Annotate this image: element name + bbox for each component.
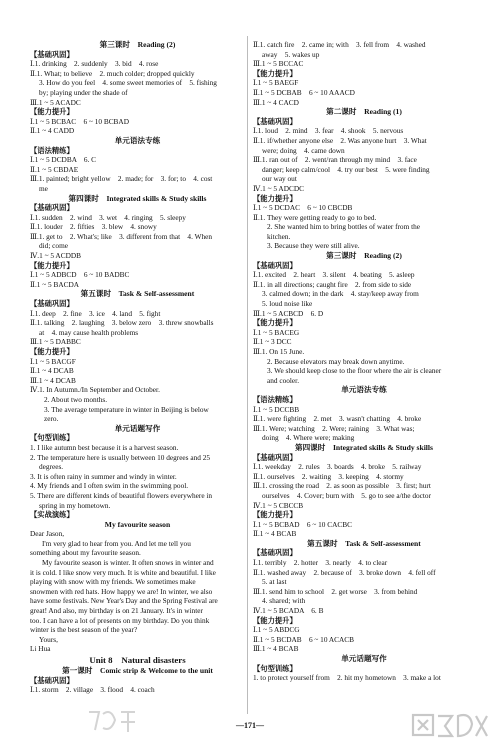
answer-line: Ⅲ.1. get to 2. What's; like 3. different from that 4. When bbox=[30, 231, 213, 241]
answer-line: Ⅱ.1. in all directions; caught fire 2. from side to side bbox=[253, 279, 412, 289]
page-number: —171— bbox=[236, 721, 264, 730]
exercise-label: 【能力提升】 bbox=[253, 615, 297, 625]
section-heading: 单元话题写作 bbox=[341, 654, 387, 663]
answer-line: Ⅰ.1. deep 2. fine 3. ice 4. land 5. fight bbox=[30, 308, 161, 318]
exercise-label: 【基础巩固】 bbox=[30, 49, 74, 59]
answer-line: Ⅲ.1. crossing the road 2. as soon as possible 3. first; hurt bbox=[253, 481, 431, 491]
answer-line: Ⅱ.1. What; to believe 2. much colder; dropped quickly bbox=[30, 68, 195, 78]
answer-line: did; come bbox=[39, 241, 68, 251]
exercise-label: 【能力提升】 bbox=[30, 107, 74, 117]
answer-line: 3. How do you feel 4. some sweet memories of 5. fishing bbox=[39, 78, 217, 88]
answer-line: Ⅳ.1 ~ 5 CBCCB bbox=[253, 500, 304, 510]
answer-line: have some festivals. New Year's Day and the Spring Festival are bbox=[30, 596, 218, 606]
exercise-label: 【能力提升】 bbox=[30, 260, 74, 270]
answer-line: something about my favourite season. bbox=[30, 548, 141, 558]
answer-line: kitchen. bbox=[267, 231, 291, 241]
section-heading: 第五课时 Task & Self-assessment bbox=[307, 538, 421, 548]
answer-line: Ⅰ.1. sudden 2. wind 3. wet 4. ringing 5. sleepy bbox=[30, 212, 186, 222]
exercise-label: 【能力提升】 bbox=[253, 318, 297, 328]
section-heading: 第三课时 Reading (2) bbox=[326, 251, 402, 261]
answer-line: Ⅱ.1 ~ 5 BCDAB 6 ~ 10 ACACB bbox=[253, 634, 355, 644]
exercise-label: 【句型训练】 bbox=[253, 663, 297, 673]
answer-line: Ⅲ.1. On 15 June. bbox=[253, 347, 305, 356]
exercise-label: 【基础巩固】 bbox=[253, 116, 297, 126]
answer-line: Ⅰ.1. weekday 2. rules 3. boards 4. broke 5. railway bbox=[253, 462, 422, 472]
answer-line: Yours, bbox=[39, 634, 58, 644]
answer-line: My favourite season is winter. It often snows in winter and bbox=[42, 558, 214, 568]
answer-line: 5. loud noise like bbox=[262, 299, 313, 309]
answer-line: 1. to protect yourself from 2. hit my hometown 3. make a lot bbox=[253, 673, 441, 683]
answer-line: 2. She wanted him to bring bottles of water from the bbox=[267, 222, 420, 232]
answer-line: Ⅱ.1. ourselves 2. waiting 3. keeping 4. stormy bbox=[253, 471, 404, 481]
answer-line: 3. calmed down; in the dark 4. stay/keep away from bbox=[262, 289, 419, 299]
section-heading: My favourite season bbox=[104, 519, 171, 529]
exercise-label: 【基础巩固】 bbox=[253, 452, 297, 462]
answer-line: 2. The temperature here is usually between 10 degrees and 25 bbox=[30, 452, 210, 462]
exercise-label: 【基础巩固】 bbox=[30, 203, 74, 213]
exercise-label: 【语法精练】 bbox=[30, 145, 74, 155]
answer-line: Ⅱ.1 ~ 3 DCC bbox=[253, 337, 292, 347]
answer-line: Ⅱ.1. catch fire 2. came in; with 3. fell from 4. washed bbox=[253, 40, 426, 49]
exercise-label: 【基础巩固】 bbox=[253, 548, 297, 558]
answer-line: spring in my hometown. bbox=[39, 500, 111, 510]
answer-line: Ⅲ.1 ~ 4 DCAB bbox=[30, 375, 76, 385]
answer-line: Ⅲ.1. Were; watching 2. Were; raining 3. What was; bbox=[253, 423, 415, 433]
right-column bbox=[253, 40, 475, 683]
section-heading: 第三课时 Reading (2) bbox=[99, 40, 176, 49]
answer-line: Ⅰ.1. loud 2. mind 3. fear 4. shook 5. nervous bbox=[253, 126, 404, 136]
answer-line: Ⅲ.1 ~ 5 BCCAC bbox=[253, 59, 304, 69]
answer-line: away 5. wakes up bbox=[262, 49, 320, 59]
answer-line: at 4. may cause health problems bbox=[39, 327, 139, 337]
answer-line: Ⅱ.1. They were getting ready to go to bed. bbox=[253, 212, 377, 222]
answer-line: Ⅱ.1 ~ 5 DCBAB 6 ~ 10 AAACD bbox=[253, 87, 355, 97]
answer-line: Li Hua bbox=[30, 644, 51, 654]
answer-line: zero. bbox=[44, 414, 59, 424]
answer-line: our way out bbox=[262, 174, 297, 184]
answer-line: Dear Jason, bbox=[30, 529, 65, 539]
answer-line: Ⅰ.1. storm 2. village 3. flood 4. coach bbox=[30, 685, 155, 695]
answer-line: Ⅰ.1. terribly 2. hotter 3. nearly 4. to clear bbox=[253, 558, 388, 568]
answer-line: Ⅰ.1 ~ 5 DCDAC 6 ~ 10 CBCDB bbox=[253, 203, 353, 213]
answer-line: Ⅱ.1 ~ 4 BCAB bbox=[253, 529, 297, 539]
section-heading: 第五课时 Task & Self-assessment bbox=[80, 289, 195, 299]
answer-line: were; doing 4. came down bbox=[262, 145, 345, 155]
answer-line: Ⅱ.1 ~ 5 BACDA bbox=[30, 279, 80, 289]
answer-line: Ⅰ.1 ~ 5 BCBAD 6 ~ 10 CACBC bbox=[253, 519, 352, 529]
answer-line: too. I can have a lot of presents on my birthday. Do you think bbox=[30, 615, 210, 625]
answer-line: 2. Because elevators may break down anytime. bbox=[267, 356, 405, 366]
answer-line: Ⅲ.1. ran out of 2. went/ran through my mind 3. face bbox=[253, 155, 417, 165]
answer-line: me bbox=[39, 183, 48, 193]
answer-line: 3. It is often rainy in summer and windy in winter. bbox=[30, 471, 177, 481]
answer-line: danger; keep calm/cool 4. try our best 5. were finding bbox=[262, 164, 430, 174]
answer-line: Ⅳ.1 ~ 5 BCADA 6. B bbox=[253, 606, 324, 616]
answer-line: 3. We should keep close to the floor where the air is cleaner bbox=[267, 366, 442, 376]
answer-line: 4. shared; with bbox=[262, 596, 306, 606]
answer-line: winter is the best season of the year? bbox=[30, 625, 138, 635]
exercise-label: 【实战演练】 bbox=[30, 510, 74, 520]
answer-line: 3. The average temperature in winter in Beijing is below bbox=[44, 404, 209, 414]
answer-line: Ⅲ.1 ~ 5 ACADC bbox=[30, 97, 81, 107]
answer-line: and cooler. bbox=[267, 375, 300, 385]
answer-line: Ⅲ.1 ~ 4 BCAB bbox=[253, 644, 299, 654]
answer-line: Ⅱ.1 ~ 4 CADD bbox=[30, 126, 75, 136]
section-heading: 第一课时 Comic strip & Welcome to the unit bbox=[62, 666, 213, 675]
exercise-label: 【语法精练】 bbox=[253, 394, 297, 404]
left-column bbox=[30, 40, 245, 695]
answer-line: Ⅰ.1 ~ 5 ADBCD 6 ~ 10 BADBC bbox=[30, 270, 130, 280]
exercise-label: 【能力提升】 bbox=[253, 68, 297, 78]
answer-line: Ⅰ.1 ~ 5 BACGF bbox=[30, 356, 76, 366]
answer-line: Ⅲ.1 ~ 5 DABBC bbox=[30, 337, 81, 347]
column-divider bbox=[247, 36, 248, 714]
answer-line: it is cold. I like snow very much. It is white and beautiful. I like bbox=[30, 567, 216, 577]
section-heading: 单元语法专练 bbox=[114, 135, 161, 145]
answer-line: playing with snow with my friends. We sometimes make bbox=[30, 577, 196, 587]
section-heading: 第四课时 Integrated skills & Study skills bbox=[295, 442, 433, 452]
exercise-label: 【句型训练】 bbox=[30, 433, 74, 443]
answer-line: Ⅱ.1 ~ 5 CBDAE bbox=[30, 164, 79, 174]
answer-line: Ⅳ.1 ~ 5 ACDDB bbox=[30, 251, 81, 261]
answer-line: Ⅱ.1. washed away 2. because of 3. broke down 4. fell off bbox=[253, 567, 436, 577]
answer-line: Ⅰ.1 ~ 5 ABDCG bbox=[253, 625, 300, 635]
exercise-label: 【能力提升】 bbox=[30, 347, 74, 356]
answer-line: Ⅰ.1 ~ 5 DCCBB bbox=[253, 404, 300, 414]
exercise-label: 【基础巩固】 bbox=[253, 260, 297, 270]
answer-line: I'm very glad to hear from you. And let me tell you bbox=[42, 538, 191, 548]
section-heading: 第四课时 Integrated skills & Study skills bbox=[68, 193, 207, 203]
answer-line: snowmen with red hats. How happy we are! In winter, we also bbox=[30, 586, 213, 596]
answer-line: degrees. bbox=[39, 462, 64, 472]
answer-line: doing 4. Where were; making bbox=[262, 433, 355, 443]
answer-line: great! And also, my birthday is on 21 January. It's in winter bbox=[30, 606, 203, 616]
answer-line: Ⅰ.1. drinking 2. suddenly 3. bid 4. rose bbox=[30, 59, 159, 69]
answer-line: 4. My friends and I often swim in the swimming pool. bbox=[30, 481, 189, 491]
answer-line: Ⅲ.1. send him to school 2. get worse 3. from behind bbox=[253, 586, 418, 596]
answer-line: 2. About two months. bbox=[44, 394, 108, 404]
section-heading: 单元话题写作 bbox=[114, 423, 161, 433]
answer-line: by; playing under the shade of bbox=[39, 87, 128, 97]
answer-line: Ⅰ.1 ~ 5 BCBAC 6 ~ 10 BCBAD bbox=[30, 116, 129, 126]
answer-line: 5. There are different kinds of beautiful flowers everywhere in bbox=[30, 490, 213, 500]
answer-line: Ⅰ.1. excited 2. heart 3. silent 4. beating 5. asleep bbox=[253, 270, 415, 280]
answer-line: ourselves 4. Cover; burn with 5. go to see a/the doctor bbox=[262, 490, 432, 500]
answer-line: Ⅰ.1 ~ 5 BAEGF bbox=[253, 78, 299, 88]
exercise-label: 【能力提升】 bbox=[253, 193, 297, 203]
exercise-label: 【基础巩固】 bbox=[30, 675, 74, 685]
answer-line: 5. at last bbox=[262, 577, 287, 587]
answer-line: Ⅲ.1. painted; bright yellow 2. made; for 3. for; to 4. cost bbox=[30, 174, 213, 184]
answer-line: Ⅱ.1. if/whether anyone else 2. Was anyone hurt 3. What bbox=[253, 135, 427, 145]
answer-line: Ⅲ.1 ~ 5 ACBCD 6. D bbox=[253, 308, 324, 318]
section-heading: 单元语法专练 bbox=[341, 385, 387, 395]
section-heading: 第二课时 Reading (1) bbox=[326, 107, 402, 117]
answer-line: 1. I like autumn best because it is a harvest season. bbox=[30, 442, 179, 452]
answer-line: Ⅱ.1. were fighting 2. met 3. wasn't chatting 4. broke bbox=[253, 414, 422, 424]
answer-line: Ⅲ.1 ~ 4 CACD bbox=[253, 97, 299, 107]
exercise-label: 【基础巩固】 bbox=[30, 299, 74, 309]
answer-line: Ⅳ.1. In Autumn./In September and October. bbox=[30, 385, 160, 395]
answer-line: Ⅱ.1. talking 2. laughing 3. below zero 3. threw snowballs bbox=[30, 318, 214, 328]
answer-line: Ⅰ.1 ~ 5 DCDBA 6. C bbox=[30, 155, 97, 165]
answer-line: Ⅳ.1 ~ 5 ADCDC bbox=[253, 183, 304, 193]
answer-line: 3. Because they were still alive. bbox=[267, 241, 360, 251]
exercise-label: 【能力提升】 bbox=[253, 510, 297, 520]
answer-line: Ⅱ.1 ~ 4 DCAB bbox=[30, 366, 74, 376]
section-heading: Unit 8 Natural disasters bbox=[89, 655, 186, 665]
answer-line: Ⅱ.1. louder 2. fifties 3. blew 4. snowy bbox=[30, 222, 157, 232]
answer-line: Ⅰ.1 ~ 5 BACEG bbox=[253, 327, 300, 337]
